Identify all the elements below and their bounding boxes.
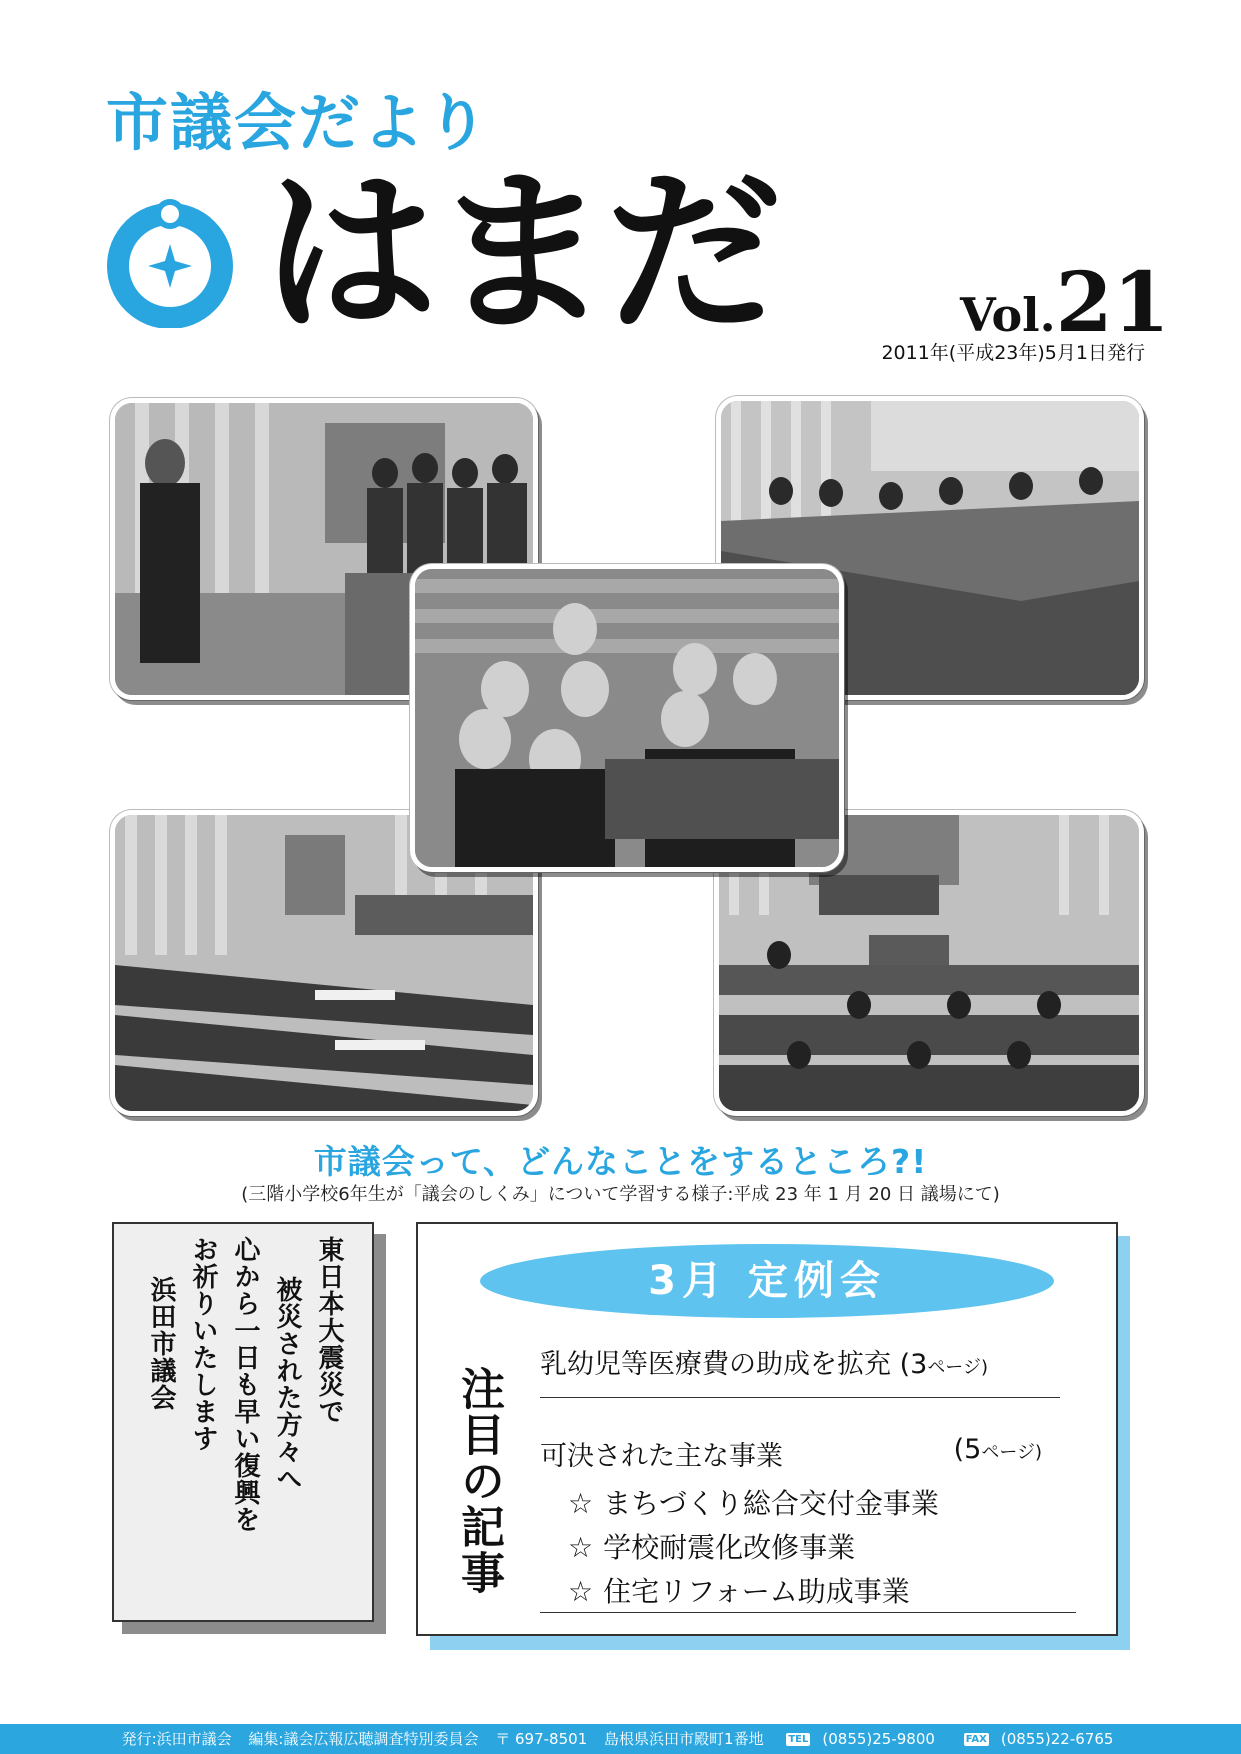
divider bbox=[540, 1612, 1076, 1613]
phone-icon: TEL bbox=[788, 1734, 809, 1745]
photo-caption: (三階小学校6年生が「議会のしくみ」について学習する様子:平成 23 年 1 月 20 日 議場にて) bbox=[241, 1184, 1000, 1205]
feature-item[interactable] bbox=[540, 1342, 1060, 1398]
prayer-line: 東日本大震災で bbox=[314, 1236, 344, 1425]
volume-prefix: Vol. bbox=[960, 288, 1056, 342]
star-icon: ☆ bbox=[568, 1487, 594, 1520]
main-title: はまだ bbox=[262, 151, 779, 356]
prayer-line: 心から一日も早い復興を bbox=[230, 1236, 260, 1533]
phone: TEL (0855)25-9800 bbox=[788, 1730, 935, 1748]
prayer-box bbox=[112, 1222, 374, 1622]
prayer-line: 被災された方々へ bbox=[272, 1276, 302, 1492]
address: 島根県浜田市殿町1番地 bbox=[604, 1730, 764, 1748]
issue-date: 2011年(平成23年)5月1日発行 bbox=[881, 342, 1145, 364]
photo-student-group bbox=[410, 564, 844, 872]
feature-box bbox=[416, 1222, 1118, 1636]
prayer-message bbox=[140, 1236, 350, 1608]
feature-vertical-label: 注目の記事 bbox=[453, 1366, 504, 1596]
editor: 編集:議会広報広聴調査特別委員会 bbox=[248, 1730, 479, 1748]
list-item: ☆ 住宅リフォーム助成事業 bbox=[568, 1575, 910, 1608]
volume-label bbox=[960, 255, 1170, 351]
feature-item[interactable] bbox=[540, 1434, 1060, 1473]
feature-item-text: 可決された主な事業 bbox=[540, 1441, 783, 1472]
page-reference: (5ページ) bbox=[953, 1434, 1042, 1465]
feature-title: 3月 定例会 bbox=[480, 1244, 1054, 1318]
postal-code: 〒 697-8501 bbox=[495, 1730, 588, 1748]
hamada-logo-icon bbox=[104, 196, 236, 328]
headline: 市議会って、どんなことをするところ?! bbox=[313, 1142, 928, 1181]
star-icon: ☆ bbox=[568, 1575, 594, 1608]
feature-item-text: 乳幼児等医療費の助成を拡充 bbox=[540, 1349, 891, 1380]
publisher: 発行:浜田市議会 bbox=[121, 1730, 232, 1748]
prayer-signature: 浜田市議会 bbox=[146, 1276, 176, 1411]
fax-icon: FAX bbox=[965, 1734, 987, 1745]
series-title: 市議会だより bbox=[106, 86, 491, 159]
footer bbox=[0, 1724, 1241, 1754]
star-icon: ☆ bbox=[568, 1531, 594, 1564]
volume-number: 21 bbox=[1055, 255, 1170, 351]
page-reference: (3ページ) bbox=[899, 1349, 988, 1380]
list-item: ☆ 学校耐震化改修事業 bbox=[568, 1531, 856, 1564]
list-item: ☆ まちづくり総合交付金事業 bbox=[568, 1487, 939, 1520]
prayer-line: お祈りいたします bbox=[188, 1236, 218, 1452]
feature-sub-list bbox=[568, 1482, 939, 1614]
fax: FAX (0855)22-6765 bbox=[965, 1730, 1114, 1748]
